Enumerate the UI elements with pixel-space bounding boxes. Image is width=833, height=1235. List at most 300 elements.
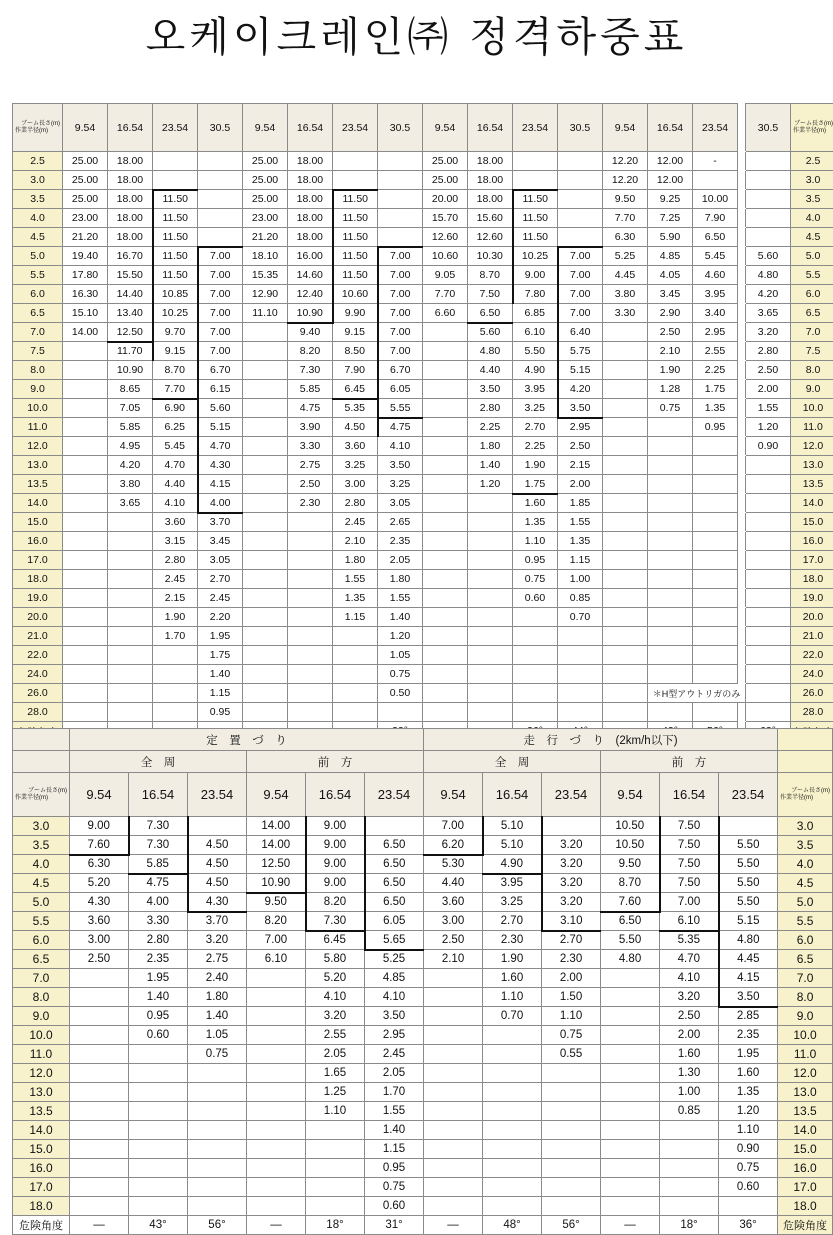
load-value-cell: 1.10	[513, 532, 558, 551]
column-gap	[738, 437, 746, 456]
danger-angle-cell: 18°	[660, 1216, 719, 1235]
radius-label-cell: 6.0	[13, 285, 63, 304]
load-value-cell: 0.75	[188, 1045, 247, 1064]
load-value-cell: 4.15	[719, 969, 778, 988]
load-value-cell	[243, 589, 288, 608]
load-value-cell	[542, 1102, 601, 1121]
load-value-cell: 19.40	[63, 247, 108, 266]
boom-length-header-row	[13, 773, 833, 817]
load-value-cell: 7.00	[198, 266, 243, 285]
load-value-cell: 11.50	[153, 266, 198, 285]
load-value-cell: 8.20	[247, 912, 306, 931]
load-value-cell	[188, 1140, 247, 1159]
load-value-cell	[603, 551, 648, 570]
load-value-cell	[423, 608, 468, 627]
radius-label-cell: 3.5	[13, 190, 63, 209]
load-value-cell: 13.40	[108, 304, 153, 323]
load-value-cell	[70, 1159, 129, 1178]
load-value-cell: 7.30	[306, 912, 365, 931]
load-value-cell	[243, 475, 288, 494]
load-value-cell	[601, 969, 660, 988]
load-value-cell: 6.40	[558, 323, 603, 342]
corner-radius-label: 作業半径(m)	[13, 128, 62, 135]
radius-label-cell: 6.5	[13, 304, 63, 323]
radius-label-cell: 24.0	[791, 665, 833, 684]
boom-length-header-cell: 30.5	[558, 104, 603, 152]
load-value-cell	[542, 1178, 601, 1197]
load-value-cell: 6.30	[603, 228, 648, 247]
column-gap	[738, 399, 746, 418]
load-value-cell	[243, 494, 288, 513]
load-value-cell: 3.05	[378, 494, 423, 513]
boom-length-header-cell: 9.54	[423, 104, 468, 152]
load-value-cell: 5.50	[513, 342, 558, 361]
load-value-cell: 11.50	[333, 228, 378, 247]
load-value-cell: 6.50	[365, 836, 424, 855]
radius-label-cell: 11.0	[13, 418, 63, 437]
load-value-cell: 11.50	[513, 228, 558, 247]
danger-angle-cell: —	[601, 1216, 660, 1235]
load-value-cell: 20.00	[423, 190, 468, 209]
load-value-cell	[423, 665, 468, 684]
load-value-cell	[198, 228, 243, 247]
radius-row	[13, 931, 833, 950]
load-value-cell: 7.50	[660, 836, 719, 855]
load-value-cell	[288, 513, 333, 532]
load-value-cell	[188, 1159, 247, 1178]
load-value-cell: 4.50	[188, 855, 247, 874]
load-value-cell	[243, 703, 288, 722]
load-value-cell: 4.10	[306, 988, 365, 1007]
load-value-cell	[648, 532, 693, 551]
load-value-cell: 1.65	[306, 1064, 365, 1083]
load-value-cell: 1.35	[719, 1083, 778, 1102]
radius-row	[13, 380, 833, 399]
load-value-cell	[70, 1102, 129, 1121]
load-value-cell	[601, 1045, 660, 1064]
danger-angle-cell: 36°	[719, 1216, 778, 1235]
load-value-cell	[603, 608, 648, 627]
radius-label-cell: 21.0	[791, 627, 833, 646]
direction-header-row	[13, 751, 833, 773]
radius-label-cell: 8.0	[778, 988, 833, 1007]
load-value-cell	[288, 551, 333, 570]
load-value-cell	[423, 342, 468, 361]
radius-label-cell: 18.0	[13, 1197, 70, 1216]
load-value-cell: 7.70	[153, 380, 198, 399]
load-value-cell	[603, 418, 648, 437]
radius-row	[13, 247, 833, 266]
load-value-cell: 6.70	[378, 361, 423, 380]
radius-label-cell: 19.0	[791, 589, 833, 608]
load-value-cell	[188, 1178, 247, 1197]
radius-row	[13, 969, 833, 988]
load-value-cell	[243, 608, 288, 627]
load-value-cell	[513, 152, 558, 171]
load-value-cell: 2.05	[365, 1064, 424, 1083]
load-value-cell	[693, 665, 738, 684]
load-value-cell: 21.20	[243, 228, 288, 247]
radius-row	[13, 589, 833, 608]
radius-label-cell: 10.0	[13, 399, 63, 418]
load-value-cell: 6.90	[153, 399, 198, 418]
load-value-cell	[424, 1083, 483, 1102]
load-value-cell	[513, 171, 558, 190]
boom-length-header-cell: 23.54	[153, 104, 198, 152]
radius-row	[13, 361, 833, 380]
load-value-cell: 5.75	[558, 342, 603, 361]
load-value-cell	[603, 570, 648, 589]
load-value-cell: 0.60	[129, 1026, 188, 1045]
load-value-cell: 1.00	[660, 1083, 719, 1102]
load-value-cell	[603, 456, 648, 475]
load-value-cell	[378, 171, 423, 190]
load-value-cell	[423, 627, 468, 646]
load-value-cell	[648, 456, 693, 475]
radius-label-cell: 20.0	[13, 608, 63, 627]
load-value-cell: 0.75	[365, 1178, 424, 1197]
load-value-cell: 12.90	[243, 285, 288, 304]
load-value-cell	[542, 817, 601, 836]
radius-row	[13, 418, 833, 437]
load-value-cell: 2.50	[648, 323, 693, 342]
load-value-cell: 7.00	[198, 342, 243, 361]
load-value-cell: 3.20	[542, 874, 601, 893]
radius-row	[13, 437, 833, 456]
load-value-cell: 2.50	[288, 475, 333, 494]
load-value-cell: 2.45	[333, 513, 378, 532]
radius-label-cell: 5.0	[13, 247, 63, 266]
radius-row	[13, 703, 833, 722]
danger-angle-cell: 31°	[365, 1216, 424, 1235]
load-value-cell: 18.00	[468, 152, 513, 171]
load-value-cell: 15.50	[108, 266, 153, 285]
load-value-cell: 25.00	[243, 171, 288, 190]
load-value-cell	[63, 589, 108, 608]
load-chart-table-lower	[12, 728, 833, 1235]
load-value-cell	[746, 608, 791, 627]
load-value-cell: 4.75	[288, 399, 333, 418]
radius-row	[13, 1159, 833, 1178]
boom-length-header-cell: 16.54	[648, 104, 693, 152]
load-value-cell	[648, 570, 693, 589]
radius-row	[13, 152, 833, 171]
boom-length-header-cell: 16.54	[288, 104, 333, 152]
load-value-cell: 1.80	[333, 551, 378, 570]
load-value-cell: 2.80	[746, 342, 791, 361]
load-value-cell	[70, 969, 129, 988]
load-value-cell: 6.15	[198, 380, 243, 399]
radius-label-cell: 4.0	[778, 855, 833, 874]
load-value-cell: 7.90	[333, 361, 378, 380]
radius-label-cell: 4.5	[791, 228, 833, 247]
load-value-cell	[70, 1064, 129, 1083]
radius-row	[13, 817, 833, 836]
load-value-cell	[423, 456, 468, 475]
load-value-cell: 11.50	[333, 266, 378, 285]
load-value-cell	[108, 608, 153, 627]
load-value-cell	[558, 190, 603, 209]
load-value-cell: 6.60	[423, 304, 468, 323]
load-value-cell: 12.50	[247, 855, 306, 874]
radius-label-cell: 10.0	[13, 1026, 70, 1045]
load-value-cell	[693, 646, 738, 665]
radius-label-cell: 12.0	[13, 1064, 70, 1083]
load-value-cell	[129, 1083, 188, 1102]
radius-row	[13, 190, 833, 209]
load-value-cell: 14.60	[288, 266, 333, 285]
load-value-cell: 6.50	[468, 304, 513, 323]
boom-length-header-cell: 23.54	[542, 773, 601, 817]
load-value-cell	[468, 551, 513, 570]
load-value-cell: 2.95	[693, 323, 738, 342]
load-value-cell	[648, 608, 693, 627]
load-value-cell	[468, 665, 513, 684]
load-value-cell: 18.00	[108, 152, 153, 171]
load-value-cell	[129, 1102, 188, 1121]
load-value-cell: 23.00	[63, 209, 108, 228]
load-value-cell	[129, 1178, 188, 1197]
load-value-cell	[648, 494, 693, 513]
load-value-cell: 5.60	[468, 323, 513, 342]
load-value-cell	[243, 684, 288, 703]
radius-label-cell: 16.0	[778, 1159, 833, 1178]
load-value-cell: 9.50	[603, 190, 648, 209]
radius-label-cell: 9.0	[791, 380, 833, 399]
load-value-cell	[603, 589, 648, 608]
load-value-cell	[603, 513, 648, 532]
load-value-cell	[423, 646, 468, 665]
load-value-cell	[648, 589, 693, 608]
load-value-cell	[601, 1159, 660, 1178]
travel-lifting-header: 走 行 づ り (2km/h以下)	[424, 729, 778, 751]
load-value-cell: 2.35	[719, 1026, 778, 1045]
load-value-cell: 2.15	[558, 456, 603, 475]
load-value-cell	[333, 152, 378, 171]
load-value-cell	[648, 646, 693, 665]
load-value-cell	[243, 665, 288, 684]
load-value-cell	[746, 209, 791, 228]
load-value-cell: 1.60	[660, 1045, 719, 1064]
load-value-cell: 0.75	[719, 1159, 778, 1178]
mode-header-row	[13, 729, 833, 751]
direction-header-cell: 前 方	[601, 751, 778, 773]
load-value-cell: 3.65	[746, 304, 791, 323]
radius-row	[13, 855, 833, 874]
load-value-cell	[108, 627, 153, 646]
load-value-cell: 3.70	[198, 513, 243, 532]
load-value-cell: 5.35	[660, 931, 719, 950]
radius-label-cell: 17.0	[13, 1178, 70, 1197]
load-value-cell: 4.45	[719, 950, 778, 969]
load-value-cell	[558, 627, 603, 646]
load-value-cell: 1.05	[378, 646, 423, 665]
load-value-cell: 7.70	[423, 285, 468, 304]
column-gap	[738, 646, 746, 665]
radius-row	[13, 950, 833, 969]
load-value-cell: 3.20	[542, 893, 601, 912]
load-value-cell	[513, 703, 558, 722]
radius-label-cell: 26.0	[791, 684, 833, 703]
load-value-cell: 7.00	[198, 304, 243, 323]
radius-label-cell: 3.5	[778, 836, 833, 855]
radius-label-cell: 22.0	[13, 646, 63, 665]
radius-label-cell: 6.5	[791, 304, 833, 323]
load-value-cell: 5.30	[424, 855, 483, 874]
load-value-cell: 1.40	[365, 1121, 424, 1140]
radius-label-cell: 15.0	[778, 1140, 833, 1159]
radius-label-cell: 13.5	[13, 475, 63, 494]
load-value-cell: 6.45	[306, 931, 365, 950]
load-value-cell: 1.05	[188, 1026, 247, 1045]
radius-label-cell: 7.0	[13, 969, 70, 988]
load-value-cell: 21.20	[63, 228, 108, 247]
load-value-cell	[288, 684, 333, 703]
load-value-cell: 2.25	[468, 418, 513, 437]
load-value-cell: 3.30	[288, 437, 333, 456]
load-value-cell	[63, 646, 108, 665]
load-value-cell	[188, 1121, 247, 1140]
radius-label-cell: 8.0	[791, 361, 833, 380]
load-value-cell: 3.20	[660, 988, 719, 1007]
load-value-cell: 7.50	[660, 874, 719, 893]
boom-length-header-cell: 30.5	[198, 104, 243, 152]
column-gap	[738, 475, 746, 494]
load-value-cell	[70, 1178, 129, 1197]
radius-label-cell: 2.5	[791, 152, 833, 171]
load-value-cell	[247, 1102, 306, 1121]
load-value-cell: 7.00	[424, 817, 483, 836]
load-value-cell: 1.60	[719, 1064, 778, 1083]
load-value-cell: 18.10	[243, 247, 288, 266]
load-value-cell	[746, 646, 791, 665]
load-value-cell: 4.75	[378, 418, 423, 437]
load-value-cell: 10.90	[247, 874, 306, 893]
load-value-cell	[243, 532, 288, 551]
load-value-cell	[603, 399, 648, 418]
load-value-cell: 2.30	[542, 950, 601, 969]
load-value-cell: 8.65	[108, 380, 153, 399]
load-value-cell: 0.75	[542, 1026, 601, 1045]
load-value-cell: 3.50	[468, 380, 513, 399]
load-value-cell	[243, 437, 288, 456]
load-value-cell	[247, 988, 306, 1007]
load-value-cell: 3.25	[513, 399, 558, 418]
load-value-cell: 7.00	[378, 323, 423, 342]
load-value-cell: 5.10	[483, 836, 542, 855]
radius-label-cell: 7.0	[13, 323, 63, 342]
radius-row	[13, 209, 833, 228]
load-value-cell: 2.80	[129, 931, 188, 950]
load-value-cell	[288, 608, 333, 627]
load-value-cell: 3.20	[188, 931, 247, 950]
load-value-cell	[648, 418, 693, 437]
load-value-cell	[247, 1026, 306, 1045]
load-value-cell	[63, 513, 108, 532]
radius-label-cell: 28.0	[791, 703, 833, 722]
load-value-cell: 1.20	[378, 627, 423, 646]
load-value-cell: 0.95	[365, 1159, 424, 1178]
load-value-cell: 9.15	[153, 342, 198, 361]
load-value-cell: 9.00	[306, 855, 365, 874]
load-value-cell	[746, 532, 791, 551]
load-value-cell	[483, 1083, 542, 1102]
load-value-cell: 2.35	[129, 950, 188, 969]
load-value-cell: 4.10	[378, 437, 423, 456]
load-value-cell: 1.10	[719, 1121, 778, 1140]
radius-row	[13, 399, 833, 418]
radius-label-cell: 26.0	[13, 684, 63, 703]
load-value-cell: 4.20	[108, 456, 153, 475]
load-value-cell: 7.00	[198, 285, 243, 304]
radius-label-cell: 14.0	[778, 1121, 833, 1140]
load-value-cell: 12.20	[603, 171, 648, 190]
load-value-cell: 4.75	[129, 874, 188, 893]
column-gap	[738, 190, 746, 209]
load-value-cell: 4.10	[660, 969, 719, 988]
load-value-cell: 6.25	[153, 418, 198, 437]
radius-row	[13, 475, 833, 494]
boom-length-header-cell: 9.54	[247, 773, 306, 817]
radius-label-cell: 10.0	[791, 399, 833, 418]
radius-label-cell: 13.0	[778, 1083, 833, 1102]
load-value-cell: 4.40	[424, 874, 483, 893]
load-value-cell	[746, 190, 791, 209]
load-value-cell	[153, 646, 198, 665]
load-value-cell: 10.50	[601, 817, 660, 836]
load-value-cell	[693, 456, 738, 475]
load-value-cell	[243, 513, 288, 532]
load-value-cell: 0.75	[378, 665, 423, 684]
load-value-cell: 12.60	[423, 228, 468, 247]
load-value-cell: 7.00	[198, 247, 243, 266]
load-value-cell: 2.80	[333, 494, 378, 513]
corner-header-cell	[13, 773, 70, 817]
load-value-cell: 1.70	[153, 627, 198, 646]
load-value-cell: 9.00	[513, 266, 558, 285]
load-value-cell	[483, 1121, 542, 1140]
load-value-cell	[423, 361, 468, 380]
danger-angle-cell: 56°	[542, 1216, 601, 1235]
load-value-cell: 18.00	[108, 190, 153, 209]
load-value-cell	[558, 684, 603, 703]
load-value-cell: 18.00	[108, 171, 153, 190]
load-value-cell: 25.00	[63, 171, 108, 190]
load-value-cell: 4.15	[198, 475, 243, 494]
column-gap	[738, 494, 746, 513]
load-value-cell	[63, 342, 108, 361]
load-value-cell: 6.30	[70, 855, 129, 874]
radius-row	[13, 1083, 833, 1102]
load-value-cell: 2.55	[693, 342, 738, 361]
load-value-cell: 1.85	[558, 494, 603, 513]
load-value-cell	[468, 608, 513, 627]
load-value-cell: 2.95	[365, 1026, 424, 1045]
load-value-cell	[423, 570, 468, 589]
load-value-cell: 10.25	[513, 247, 558, 266]
radius-label-cell: 3.0	[13, 817, 70, 836]
load-value-cell: 3.20	[542, 855, 601, 874]
load-value-cell	[243, 456, 288, 475]
load-value-cell	[63, 494, 108, 513]
corner-radius-label: 作業半径(m)	[13, 795, 69, 802]
load-value-cell: 14.00	[247, 817, 306, 836]
load-value-cell: 18.00	[288, 190, 333, 209]
load-value-cell: 25.00	[243, 152, 288, 171]
load-value-cell: 6.50	[365, 893, 424, 912]
radius-label-cell: 13.5	[778, 1102, 833, 1121]
radius-label-cell: 5.0	[13, 893, 70, 912]
